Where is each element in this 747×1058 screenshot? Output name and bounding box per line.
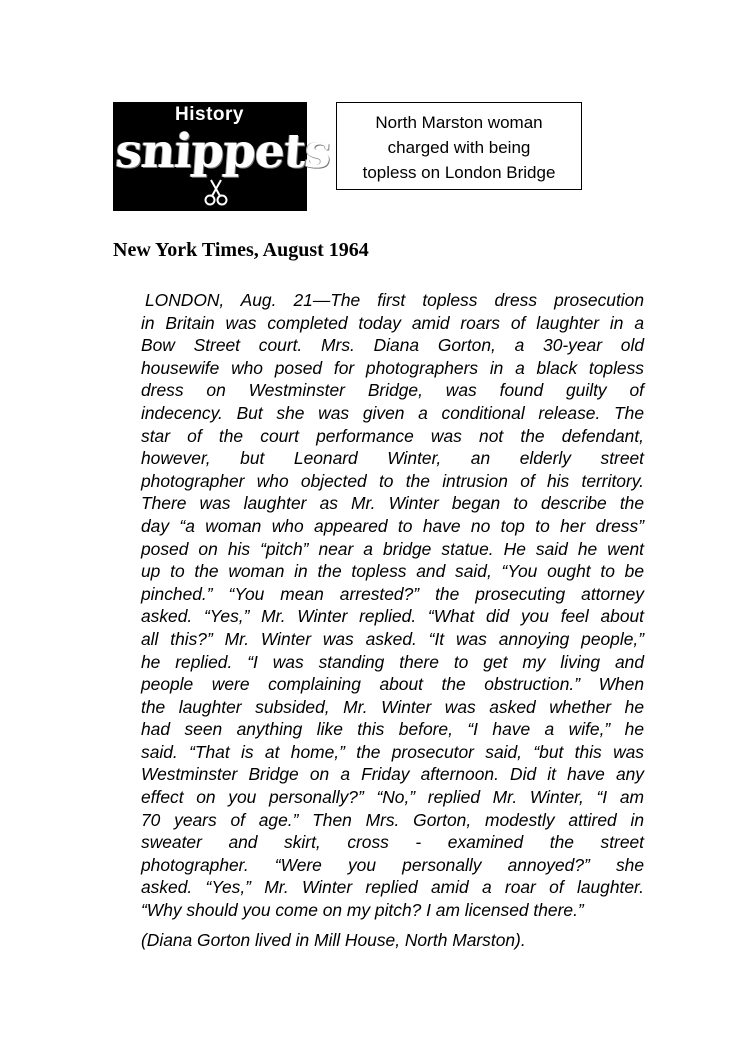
source-heading: New York Times, August 1964 — [113, 239, 369, 261]
article-line: There was laughter as Mr. Winter began to describe the — [141, 493, 644, 514]
footnote: (Diana Gorton lived in Mill House, North Marston). — [141, 930, 526, 950]
article-line: Bow Street court. Mrs. Diana Gorton, a 30-year old — [141, 335, 644, 356]
article-line: up to the woman in the topless and said, “You ought to be — [141, 561, 644, 582]
article-line: asked. “Yes,” Mr. Winter replied. “What did you feel about — [141, 606, 644, 627]
article-line: 70 years of age.” Then Mrs. Gorton, modestly attired in — [141, 809, 644, 830]
headline-text: North Marston woman charged with being topless on London Bridge — [362, 112, 556, 182]
article-line: indecency. But she was given a conditional release. The — [141, 402, 644, 423]
article-body — [141, 289, 644, 922]
history-snippets-logo — [113, 102, 333, 211]
article-line: said. “That is at home,” the prosecutor said, “but this was — [141, 741, 644, 762]
article-line: day “a woman who appeared to have no top to her dress” — [141, 515, 644, 536]
article-line: had seen anything like this before, “I have a wife,” he — [141, 719, 644, 740]
article-line: asked. “Yes,” Mr. Winter replied amid a roar of laughter. — [141, 877, 644, 898]
headline-box — [336, 102, 582, 190]
article-line: in Britain was completed today amid roars of laughter in a — [141, 312, 644, 333]
article-line: sweater and skirt, cross - examined the street — [141, 832, 644, 853]
logo-history-text: History — [175, 104, 244, 125]
article-line: the laughter subsided, Mr. Winter was asked whether he — [141, 696, 644, 717]
article-line: he replied. “I was standing there to get my living and — [141, 651, 644, 672]
article-line: “Why should you come on my pitch? I am licensed there.” — [141, 900, 584, 921]
article-line: all this?” Mr. Winter was asked. “It was annoying people,” — [141, 628, 644, 649]
article-line: Westminster Bridge on a Friday afternoon. Did it have any — [141, 764, 644, 785]
article-line: dress on Westminster Bridge, was found guilty of — [141, 380, 644, 401]
article-line: effect on you personally?” “No,” replied Mr. Winter, “I am — [141, 787, 644, 808]
scissors-icon — [201, 178, 231, 208]
article-line: photographer who objected to the intrusion of his territory. — [141, 470, 644, 491]
article-paragraph — [141, 289, 644, 922]
article-line: people were complaining about the obstruction.” When — [141, 674, 644, 695]
article-line: pinched.” “You mean arrested?” the prosecuting attorney — [141, 583, 644, 604]
logo-snippets-text: snippets — [114, 124, 333, 179]
article-line: LONDON, Aug. 21—The first topless dress prosecution — [145, 290, 644, 310]
article-line: posed on his “pitch” near a bridge statue. He said he went — [141, 538, 644, 559]
article-line: photographer. “Were you personally annoyed?” she — [141, 854, 644, 875]
article-line: housewife who posed for photographers in a black topless — [141, 357, 644, 378]
article-line: star of the court performance was not the defendant, — [141, 425, 644, 446]
article-line: however, but Leonard Winter, an elderly street — [141, 448, 644, 469]
